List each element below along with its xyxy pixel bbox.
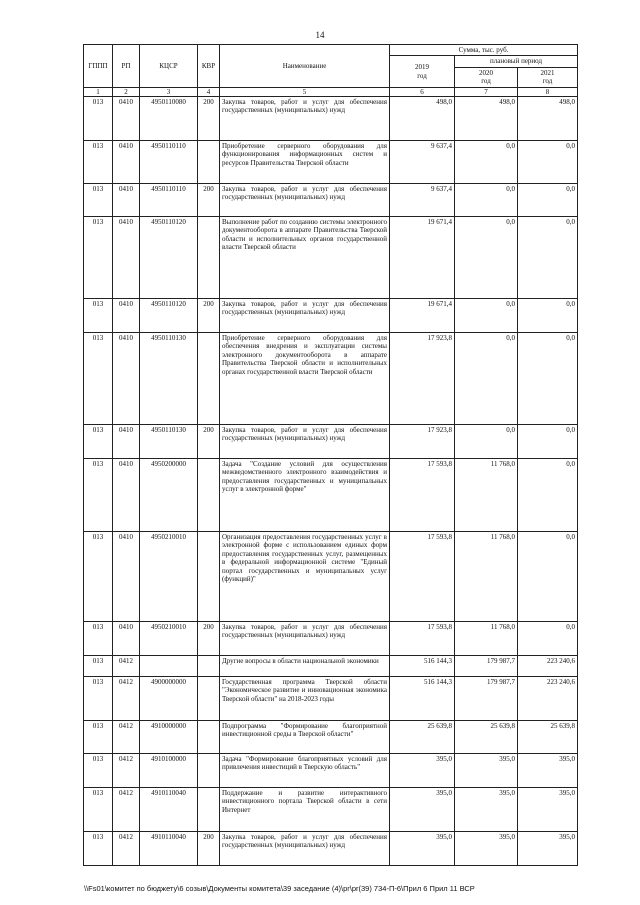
cell-2019: 9 637,4	[390, 184, 455, 217]
cell-kvr	[198, 721, 220, 754]
cell-rp: 0410	[113, 622, 140, 656]
header-year-2019	[390, 56, 455, 87]
cell-kvr	[198, 754, 220, 788]
cell-2019: 17 593,8	[390, 532, 455, 622]
cell-kvr	[198, 333, 220, 425]
cell-name: Государственная программа Тверской области "Экономическое развитие и инновационная экономика Тверской области" на 2018-2023 годы	[220, 677, 390, 721]
column-index: 8	[518, 87, 578, 96]
header-kvr: КВР	[198, 45, 220, 88]
table-row	[84, 832, 578, 866]
cell-rp: 0410	[113, 425, 140, 459]
cell-2020: 0,0	[455, 184, 518, 217]
cell-2021: 0,0	[518, 532, 578, 622]
header-year-2019-value: 2019	[415, 63, 429, 72]
table-row	[84, 754, 578, 788]
cell-name: Другие вопросы в области национальной экономики	[220, 656, 390, 677]
cell-kcsr: 4950210010	[140, 622, 198, 656]
column-index: 6	[390, 87, 455, 96]
cell-rp: 0410	[113, 217, 140, 299]
cell-gpp: 013	[84, 141, 113, 184]
cell-rp: 0412	[113, 721, 140, 754]
cell-kvr: 200	[198, 184, 220, 217]
header-gpp: ГППП	[84, 45, 113, 88]
cell-2020: 395,0	[455, 754, 518, 788]
cell-2019: 17 593,8	[390, 459, 455, 532]
cell-kcsr: 4950110130	[140, 425, 198, 459]
cell-name: Задача "Формирование благоприятных условий для привлечения инвестиций в Тверскую область"	[220, 754, 390, 788]
cell-name: Организация предоставления государственных услуг в электронной форме с использованием единых форм предоставления государственных услуг, размещенных в федеральной информационной системе "Единый портал государственных и муниципальных услуг (функций)"	[220, 532, 390, 622]
cell-2021: 0,0	[518, 184, 578, 217]
cell-name: Закупка товаров, работ и услуг для обеспечения государственных (муниципальных) нужд	[220, 299, 390, 333]
cell-2020: 0,0	[455, 217, 518, 299]
cell-kcsr: 4950110110	[140, 184, 198, 217]
header-sum: Сумма, тыс. руб.	[390, 45, 578, 56]
cell-gpp: 013	[84, 788, 113, 832]
cell-kvr	[198, 217, 220, 299]
cell-2020: 11 768,0	[455, 532, 518, 622]
cell-gpp: 013	[84, 217, 113, 299]
cell-2019: 19 671,4	[390, 217, 455, 299]
cell-rp: 0410	[113, 97, 140, 141]
cell-kvr	[198, 532, 220, 622]
cell-2021: 0,0	[518, 217, 578, 299]
cell-2021: 0,0	[518, 141, 578, 184]
column-index: 3	[140, 87, 198, 96]
cell-kvr	[198, 459, 220, 532]
header-rp: РП	[113, 45, 140, 88]
cell-kvr	[198, 677, 220, 721]
budget-table	[83, 44, 578, 866]
cell-gpp: 013	[84, 425, 113, 459]
column-index: 1	[84, 87, 113, 96]
table-row	[84, 677, 578, 721]
cell-kvr	[198, 656, 220, 677]
cell-gpp: 013	[84, 754, 113, 788]
cell-kvr	[198, 141, 220, 184]
cell-2021: 0,0	[518, 333, 578, 425]
header-year-2019-unit: год	[417, 71, 427, 80]
cell-kcsr: 4950210010	[140, 532, 198, 622]
cell-gpp: 013	[84, 97, 113, 141]
header-year-2021	[518, 67, 578, 87]
cell-rp: 0410	[113, 141, 140, 184]
cell-2021: 0,0	[518, 299, 578, 333]
cell-2021: 223 240,6	[518, 677, 578, 721]
cell-gpp: 013	[84, 299, 113, 333]
cell-2019: 498,0	[390, 97, 455, 141]
table-row	[84, 141, 578, 184]
cell-rp: 0412	[113, 677, 140, 721]
cell-kcsr: 4950110130	[140, 333, 198, 425]
cell-2021: 0,0	[518, 622, 578, 656]
cell-2020: 0,0	[455, 141, 518, 184]
header-year-2020	[455, 67, 518, 87]
cell-kcsr: 4950110080	[140, 97, 198, 141]
cell-rp: 0412	[113, 788, 140, 832]
cell-kvr: 200	[198, 425, 220, 459]
table-row	[84, 184, 578, 217]
cell-gpp: 013	[84, 459, 113, 532]
cell-kvr: 200	[198, 622, 220, 656]
table-row	[84, 721, 578, 754]
cell-kcsr: 4910110040	[140, 788, 198, 832]
cell-name: Закупка товаров, работ и услуг для обеспечения государственных (муниципальных) нужд	[220, 425, 390, 459]
cell-kcsr: 4950110120	[140, 217, 198, 299]
cell-rp: 0410	[113, 532, 140, 622]
table-row	[84, 656, 578, 677]
header-year-2021-value: 2021	[540, 68, 555, 77]
cell-name: Закупка товаров, работ и услуг для обеспечения государственных (муниципальных) нужд	[220, 97, 390, 141]
page-number: 14	[315, 30, 325, 40]
cell-rp: 0410	[113, 299, 140, 333]
table-row	[84, 532, 578, 622]
cell-kvr: 200	[198, 299, 220, 333]
cell-gpp: 013	[84, 622, 113, 656]
column-index: 7	[455, 87, 518, 96]
table-row	[84, 97, 578, 141]
cell-name: Закупка товаров, работ и услуг для обеспечения государственных (муниципальных) нужд	[220, 622, 390, 656]
cell-rp: 0410	[113, 459, 140, 532]
cell-2019: 395,0	[390, 754, 455, 788]
cell-kcsr: 4910100000	[140, 754, 198, 788]
cell-2020: 395,0	[455, 788, 518, 832]
cell-2020: 25 639,8	[455, 721, 518, 754]
cell-2019: 17 923,8	[390, 425, 455, 459]
cell-gpp: 013	[84, 184, 113, 217]
column-index-row	[84, 87, 578, 96]
cell-2020: 11 768,0	[455, 622, 518, 656]
cell-name: Задача "Создание условий для осуществления межведомственного электронного взаимодействия и предоставления государственных и муниципальных услуг в электронной форме"	[220, 459, 390, 532]
cell-name: Приобретение серверного оборудования для обеспечения внедрения и эксплуатации системы электронного документооборота в аппарате Правительства Тверской области и исполнительных органах государственной власти Тверской области	[220, 333, 390, 425]
cell-gpp: 013	[84, 333, 113, 425]
cell-2020: 179 987,7	[455, 677, 518, 721]
cell-kcsr: 4950200000	[140, 459, 198, 532]
cell-2021: 395,0	[518, 832, 578, 866]
cell-gpp: 013	[84, 656, 113, 677]
cell-kvr: 200	[198, 97, 220, 141]
cell-name: Выполнение работ по созданию системы электронного документооборота в аппарате Правительства Тверской области и исполнительных органов государственной власти Тверской области	[220, 217, 390, 299]
cell-kcsr: 4910000000	[140, 721, 198, 754]
header-year-2020-value: 2020	[479, 68, 493, 77]
cell-gpp: 013	[84, 677, 113, 721]
cell-kcsr: 4910110040	[140, 832, 198, 866]
cell-kcsr: 4950110110	[140, 141, 198, 184]
header-name: Наименование	[220, 45, 390, 88]
cell-2019: 17 923,8	[390, 333, 455, 425]
cell-2020: 0,0	[455, 333, 518, 425]
cell-2021: 223 240,6	[518, 656, 578, 677]
cell-2021: 0,0	[518, 425, 578, 459]
column-index: 2	[113, 87, 140, 96]
cell-name: Закупка товаров, работ и услуг для обеспечения государственных (муниципальных) нужд	[220, 184, 390, 217]
column-index: 4	[198, 87, 220, 96]
cell-rp: 0410	[113, 184, 140, 217]
cell-2020: 0,0	[455, 299, 518, 333]
cell-name: Подпрограмма "Формирование благоприятной инвестиционной среды в Тверской области"	[220, 721, 390, 754]
cell-2019: 9 637,4	[390, 141, 455, 184]
header-year-2021-unit: год	[542, 77, 553, 86]
cell-kvr: 200	[198, 832, 220, 866]
table-row	[84, 622, 578, 656]
cell-2019: 516 144,3	[390, 677, 455, 721]
cell-2021: 0,0	[518, 459, 578, 532]
cell-2020: 11 768,0	[455, 459, 518, 532]
cell-rp: 0412	[113, 832, 140, 866]
cell-kvr	[198, 788, 220, 832]
cell-rp: 0412	[113, 656, 140, 677]
cell-2019: 395,0	[390, 832, 455, 866]
table-row	[84, 217, 578, 299]
cell-2019: 25 639,8	[390, 721, 455, 754]
table-row	[84, 425, 578, 459]
cell-2019: 19 671,4	[390, 299, 455, 333]
cell-2020: 498,0	[455, 97, 518, 141]
cell-2021: 498,0	[518, 97, 578, 141]
cell-gpp: 013	[84, 832, 113, 866]
cell-2020: 179 987,7	[455, 656, 518, 677]
cell-2021: 395,0	[518, 788, 578, 832]
footer-file-path: \\Fs01\комитет по бюджету\6 созыв\Документы комитета\39 заседание (4)\pr\pr(39) 734-П-6\Прил 6 Прил 11 ВСР	[84, 884, 475, 893]
cell-2020: 0,0	[455, 425, 518, 459]
cell-gpp: 013	[84, 532, 113, 622]
cell-2019: 395,0	[390, 788, 455, 832]
table-row	[84, 788, 578, 832]
cell-2021: 25 639,8	[518, 721, 578, 754]
table-row	[84, 459, 578, 532]
cell-rp: 0412	[113, 754, 140, 788]
header-year-2020-unit: год	[481, 77, 491, 86]
cell-kcsr: 4900000000	[140, 677, 198, 721]
header-kcsr: КЦСР	[140, 45, 198, 88]
cell-name: Поддержание и развитие интерактивного инвестиционного портала Тверской области в сети Интернет	[220, 788, 390, 832]
header-planned-period: плановый период	[455, 56, 578, 67]
cell-name: Приобретение серверного оборудования для функционирования информационных систем и ресурсов Правительства Тверской области	[220, 141, 390, 184]
cell-rp: 0410	[113, 333, 140, 425]
table-row	[84, 333, 578, 425]
cell-2019: 17 593,8	[390, 622, 455, 656]
table-row	[84, 299, 578, 333]
cell-2019: 516 144,3	[390, 656, 455, 677]
cell-2020: 395,0	[455, 832, 518, 866]
cell-kcsr: 4950110120	[140, 299, 198, 333]
cell-gpp: 013	[84, 721, 113, 754]
cell-2021: 395,0	[518, 754, 578, 788]
column-index: 5	[220, 87, 390, 96]
cell-kcsr	[140, 656, 198, 677]
cell-name: Закупка товаров, работ и услуг для обеспечения государственных (муниципальных) нужд	[220, 832, 390, 866]
